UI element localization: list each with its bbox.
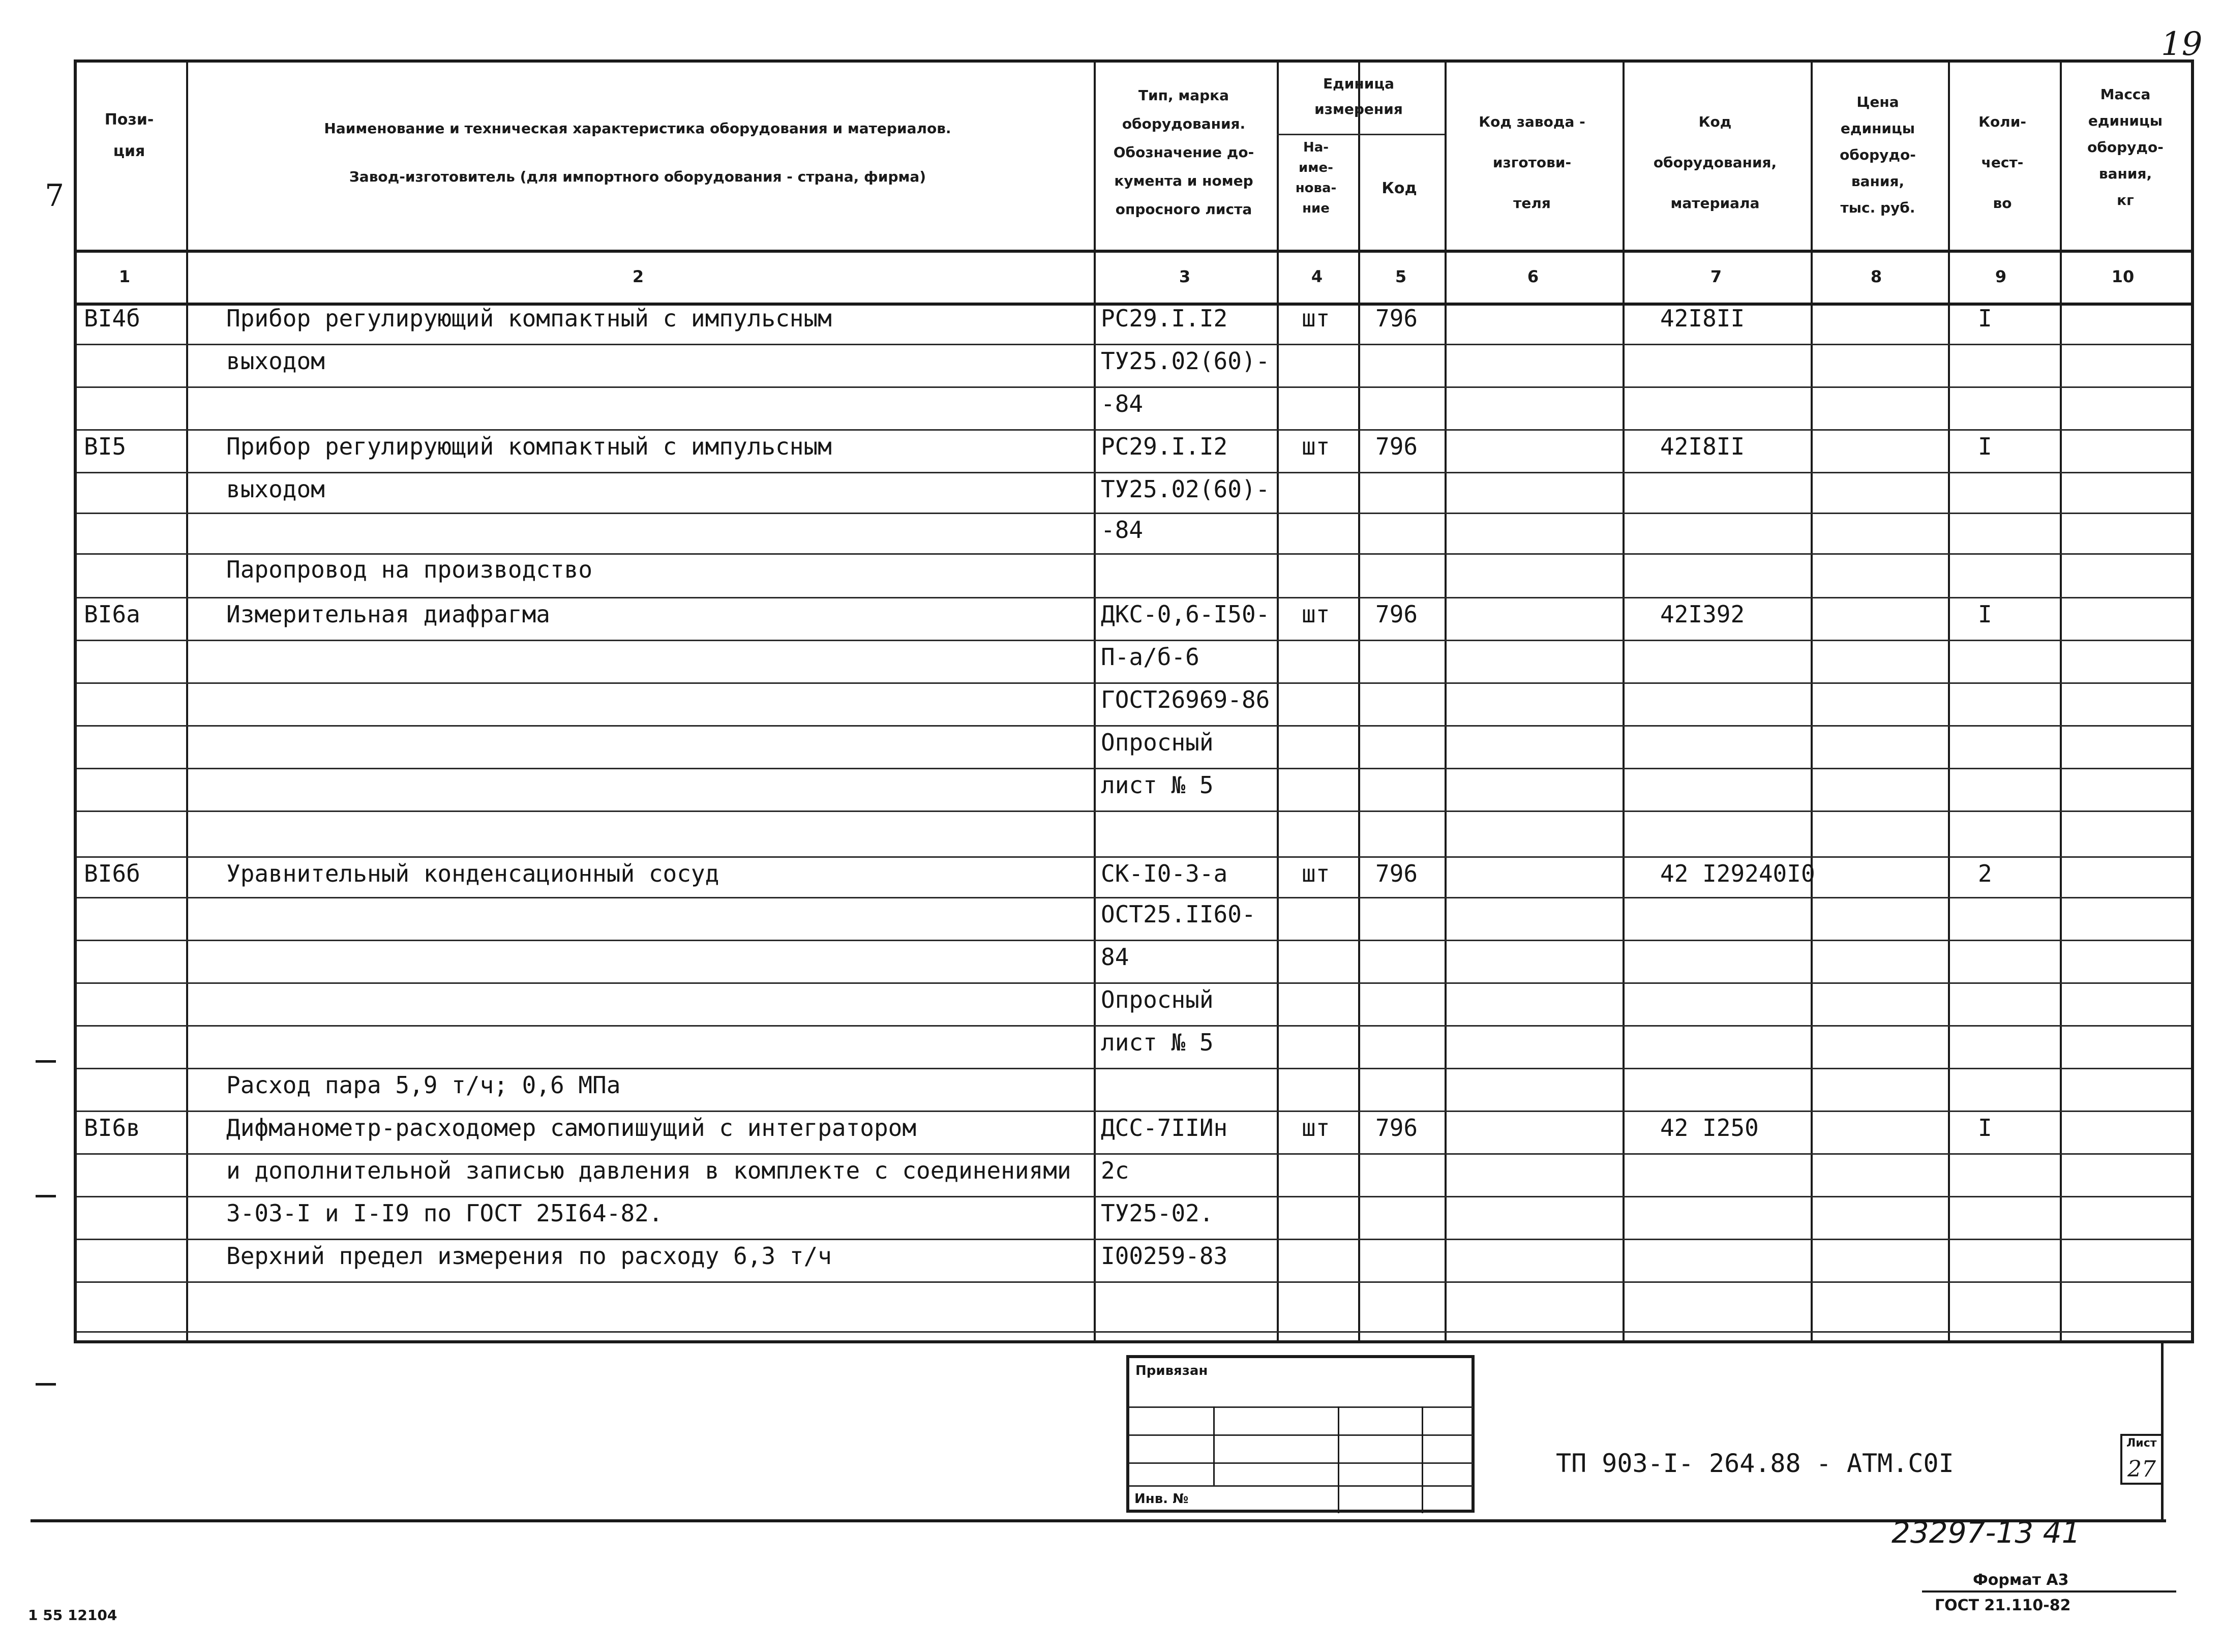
header-unit-name: На- име- нова- ние xyxy=(1295,140,1337,216)
cell-type: ТУ25.02(60)- xyxy=(1101,347,1270,375)
cell-name: Прибор регулирующий компактный с импульсным xyxy=(226,433,832,460)
cell-name: выходом xyxy=(226,347,325,375)
archive-number: 23297-13 41 xyxy=(1891,1515,2081,1550)
col-number: 8 xyxy=(1870,267,1882,286)
cell-name: Паропровод на производство xyxy=(226,556,593,583)
header-unit: Единица измерения xyxy=(1314,75,1403,117)
cell-pos: BI6в xyxy=(84,1114,140,1142)
col-number: 10 xyxy=(2111,267,2135,286)
row-separator xyxy=(77,768,2191,769)
cell-code: 42 I250 xyxy=(1660,1114,1759,1142)
cell-type: ДКС-0,6-I50- xyxy=(1101,600,1270,628)
cell-type: ТУ25.02(60)- xyxy=(1101,475,1270,503)
row-separator xyxy=(77,386,2191,388)
cell-code: 42I8II xyxy=(1660,433,1745,460)
cell-name: Верхний предел измерения по расходу 6,3 т/ч xyxy=(226,1242,832,1270)
row-separator xyxy=(77,897,2191,898)
cell-unit-code: 796 xyxy=(1375,600,1418,628)
cell-type: ГОСТ26969-86 xyxy=(1101,686,1270,713)
row-separator xyxy=(77,982,2191,984)
row-separator xyxy=(77,725,2191,727)
cell-pos: BI4б xyxy=(84,305,140,332)
cell-type: П-а/б-6 xyxy=(1101,643,1199,671)
row-separator xyxy=(77,856,2191,858)
row-separator xyxy=(77,1281,2191,1283)
cell-unit-code: 796 xyxy=(1375,1114,1418,1142)
cell-pos: BI6а xyxy=(84,600,140,628)
row-separator xyxy=(77,810,2191,812)
cell-unit: шт xyxy=(1302,305,1330,332)
header-quantity: Коли- чест- во xyxy=(1978,113,2026,212)
cell-qty: I xyxy=(1978,1114,1992,1142)
header-unit-code: Код xyxy=(1382,179,1417,197)
cell-type: РС29.I.I2 xyxy=(1101,305,1228,332)
cell-name: выходом xyxy=(226,475,325,503)
cell-type: СК-I0-3-а xyxy=(1101,860,1228,887)
cell-type: -84 xyxy=(1101,516,1144,544)
header-equipment-code: Код оборудования, материала xyxy=(1653,113,1777,212)
sheet-mark: 7 xyxy=(45,178,65,214)
cell-name: и дополнительной записью давления в комплекте с соединениями xyxy=(226,1157,1071,1184)
cell-pos: BI5 xyxy=(84,433,127,460)
row-separator xyxy=(77,1068,2191,1069)
cell-unit: шт xyxy=(1302,860,1330,887)
cell-qty: I xyxy=(1978,433,1992,460)
header-type: Тип, марка оборудования. Обозначение до- кумента и номер опросного листа xyxy=(1113,87,1254,218)
header-price: Цена единицы оборудо- вания, тыс. руб. xyxy=(1840,94,1916,216)
row-separator xyxy=(77,940,2191,941)
cell-qty: I xyxy=(1978,600,1992,628)
cell-name: Измерительная диафрагма xyxy=(226,600,550,628)
cell-name: Расход пара 5,9 т/ч; 0,6 МПа xyxy=(226,1071,621,1099)
cell-type: ДСС-7IIИн xyxy=(1101,1114,1228,1142)
cell-pos: BI6б xyxy=(84,860,140,887)
cell-code: 42 I29240I0 xyxy=(1660,860,1815,887)
cell-name: Дифманометр-расходомер самопишущий с интегратором xyxy=(226,1114,917,1142)
cell-name: Уравнительный конденсационный сосуд xyxy=(226,860,719,887)
print-code: 1 55 12104 xyxy=(28,1607,117,1624)
cell-unit-code: 796 xyxy=(1375,305,1418,332)
row-separator xyxy=(77,1110,2191,1112)
cell-unit-code: 796 xyxy=(1375,860,1418,887)
col-number: 6 xyxy=(1527,267,1539,286)
cell-type: лист № 5 xyxy=(1101,771,1214,799)
col-number: 7 xyxy=(1710,267,1722,286)
cell-name: Прибор регулирующий компактный с импульсным xyxy=(226,305,832,332)
col-number: 5 xyxy=(1395,267,1407,286)
header-maker-code: Код завода - изготови- теля xyxy=(1479,113,1585,212)
row-separator xyxy=(77,1196,2191,1197)
col-number: 2 xyxy=(632,267,644,286)
row-separator xyxy=(77,682,2191,684)
cell-type: лист № 5 xyxy=(1101,1029,1214,1056)
row-separator xyxy=(77,597,2191,598)
cell-code: 42I392 xyxy=(1660,600,1745,628)
cell-qty: 2 xyxy=(1978,860,1992,887)
cell-code: 42I8II xyxy=(1660,305,1745,332)
cell-type: 84 xyxy=(1101,943,1129,971)
row-separator xyxy=(77,1153,2191,1155)
stamp-linked-label: Привязан xyxy=(1135,1363,1208,1378)
col-number: 1 xyxy=(118,267,131,286)
header-name: Наименование и техническая характеристика оборудования и материалов. Завод-изготовитель (для импортного оборудования - страна, фирма) xyxy=(324,120,951,185)
cell-unit: шт xyxy=(1302,600,1330,628)
row-separator xyxy=(77,1239,2191,1240)
binding-stamp xyxy=(1126,1355,1475,1513)
header-position: Пози- ция xyxy=(104,111,154,160)
cell-qty: I xyxy=(1978,305,1992,332)
row-separator xyxy=(77,513,2191,514)
cell-unit: шт xyxy=(1302,1114,1330,1142)
col-number: 3 xyxy=(1179,267,1191,286)
row-separator xyxy=(77,640,2191,641)
cell-unit-code: 796 xyxy=(1375,433,1418,460)
sheet-number-box xyxy=(2120,1434,2162,1485)
row-separator xyxy=(77,472,2191,473)
row-separator xyxy=(77,1025,2191,1027)
sheet-label: Лист xyxy=(2126,1437,2157,1450)
sheet-number: 27 xyxy=(2127,1456,2156,1482)
gost-label: ГОСТ 21.110-82 xyxy=(1935,1597,2071,1614)
row-separator xyxy=(77,429,2191,431)
document-designation: ТП 903-I- 264.88 - АТМ.С0I xyxy=(1556,1449,1954,1478)
cell-type: ТУ25-02. xyxy=(1101,1199,1214,1227)
stamp-inv-label: Инв. № xyxy=(1134,1491,1189,1507)
col-number: 4 xyxy=(1311,267,1323,286)
cell-type: -84 xyxy=(1101,390,1144,417)
cell-type: ОСТ25.II60- xyxy=(1101,900,1256,928)
format-label: Формат А3 xyxy=(1973,1571,2069,1589)
row-separator xyxy=(77,344,2191,345)
cell-type: I00259-83 xyxy=(1101,1242,1228,1270)
cell-name: 3-03-I и I-I9 по ГОСТ 25I64-82. xyxy=(226,1199,663,1227)
header-mass: Масса единицы оборудо- вания, кг xyxy=(2087,86,2164,208)
cell-type: Опросный xyxy=(1101,986,1214,1013)
page-mark: 19 xyxy=(2161,25,2203,63)
cell-type: 2с xyxy=(1101,1157,1129,1184)
cell-type: Опросный xyxy=(1101,729,1214,756)
cell-type: РС29.I.I2 xyxy=(1101,433,1228,460)
cell-unit: шт xyxy=(1302,433,1330,460)
col-number: 9 xyxy=(1995,267,2007,286)
